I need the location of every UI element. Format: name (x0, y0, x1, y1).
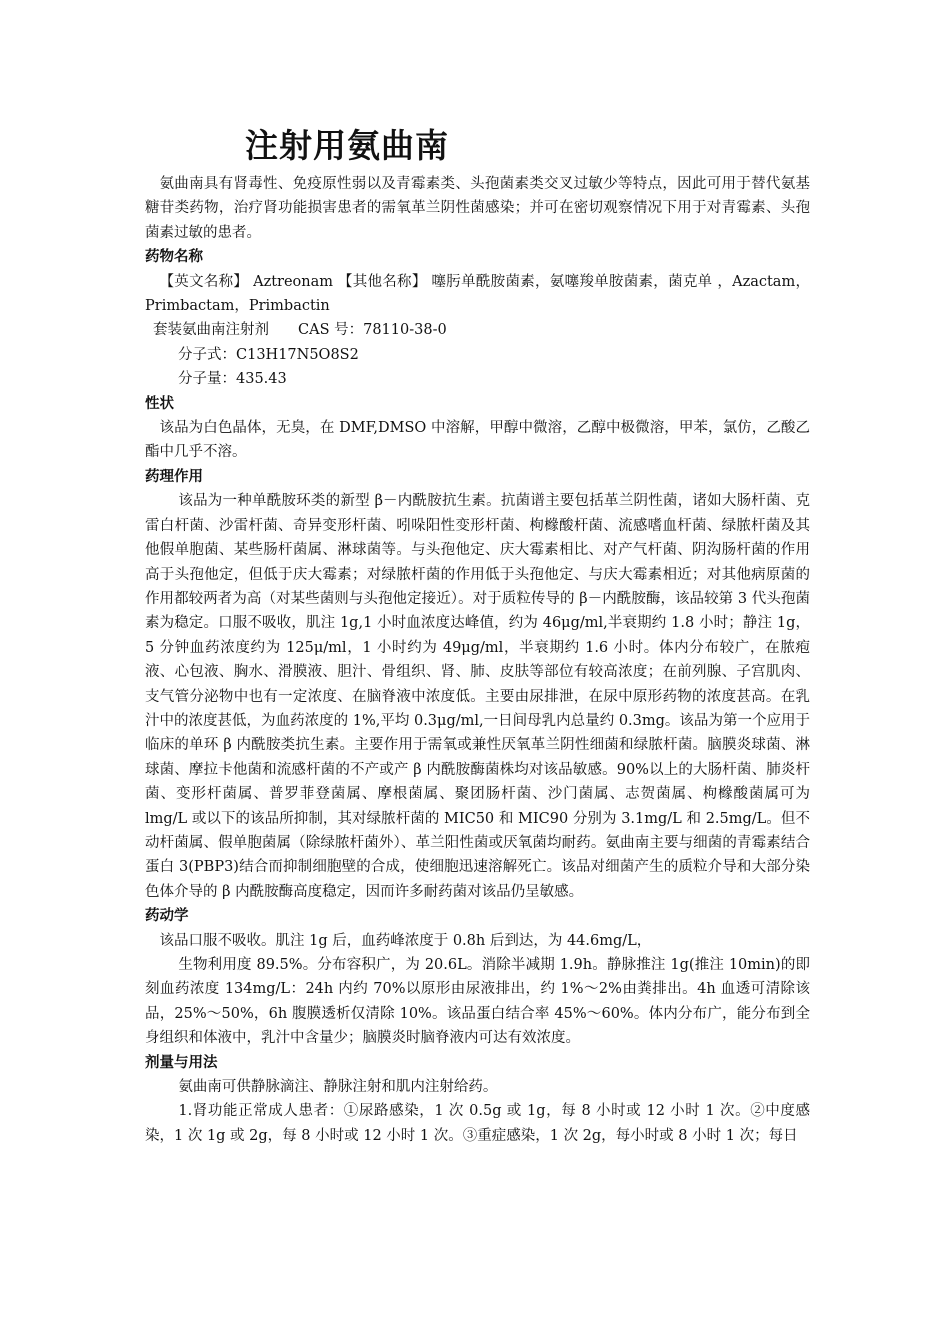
dosage-line-1: 氨曲南可供静脉滴注、静脉注射和肌内注射给药。 (178, 1079, 498, 1096)
names-line: 【英文名称】 Aztreonam 【其他名称】 噻肟单酰胺菌素，氨噻羧单胺菌素，菌克单 ，Azactam，Primbactam，Primbactin (145, 273, 810, 315)
document-page (145, 120, 810, 1148)
intro-paragraph: 氨曲南具有肾毒性、免疫原性弱以及青霉素类、头孢菌素类交叉过敏少等特点，因此可用于替代氨基糖苷类药物，治疗肾功能损害患者的需氧革兰阴性菌感染；并可在密切观察情况下用于对青霉素、头孢菌素过敏的患者。 (145, 176, 810, 241)
molecular-formula: 分子式：C13H17N5O8S2 (178, 346, 359, 363)
section-heading-dosage: 剂量与用法 (145, 1054, 218, 1071)
section-heading-pharmacokinetics: 药动学 (145, 908, 189, 925)
package-cas-line: 套装氨曲南注射剂 CAS 号：78110-38-0 (153, 322, 447, 339)
document-title: 注射用氨曲南 (245, 126, 449, 165)
molecular-weight: 分子量：435.43 (178, 371, 287, 388)
properties-paragraph: 该品为白色晶体，无臭，在 DMF,DMSO 中溶解，甲醇中微溶，乙醇中极微溶，甲苯，氯仿，乙酸乙酯中几乎不溶。 (145, 420, 810, 461)
dosage-paragraph: 1.肾功能正常成人患者：①尿路感染，1 次 0.5g 或 1g，每 8 小时或 12 小时 1 次。②中度感染，1 次 1g 或 2g，每 8 小时或 12 小时 1 次。③重症感染，1 次 2g，每小时或 8 小时 1 次；每日 (145, 1103, 810, 1144)
pharmacology-paragraph: 该品为一种单酰胺环类的新型 β－内酰胺抗生素。抗菌谱主要包括革兰阴性菌，诸如大肠杆菌、克雷白杆菌、沙雷杆菌、奇异变形杆菌、吲哚阳性变形杆菌、枸橼酸杆菌、流感嗜血杆菌、绿脓杆菌及其他假单胞菌、某些肠杆菌属、淋球菌等。与头孢他定、庆大霉素相比、对产气杆菌、阴沟肠杆菌的作用高于头孢他定，但低于庆大霉素；对绿脓杆菌的作用低于头孢他定、与庆大霉素相近；对其他病原菌的作用都较两者为高（对某些菌则与头孢他定接近）。对于质粒传导的 β－内酰胺酶，该品较第 3 代头孢菌素为稳定。口服不吸收，肌注 1g,1 小时血浓度达峰值，约为 46μg/ml,半衰期约 1.8 小时；静注 1g，5 分钟血药浓度约为 125μ/ml，1 小时约为 49μg/ml，半衰期约 1.6 小时。体内分布较广，在脓疱液、心包液、胸水、滑膜液、胆汁、骨组织、肾、肺、皮肤等部位有较高浓度；在前列腺、子宫肌肉、支气管分泌物中也有一定浓度、在脑脊液中浓度低。主要由尿排泄，在尿中原形药物的浓度甚高。在乳汁中的浓度甚低，为血药浓度的 1%,平均 0.3μg/ml,一日间母乳内总量约 0.3mg。该品为第一个应用于临床的单环 β 内酰胺类抗生素。主要作用于需氧或兼性厌氧革兰阴性细菌和绿脓杆菌。脑膜炎球菌、淋球菌、摩拉卡他菌和流感杆菌的不产或产 β 内酰胺酶菌株均对该品敏感。90%以上的大肠杆菌、肺炎杆菌、变形杆菌属、普罗菲登菌属、摩根菌属、聚团肠杆菌、沙门菌属、志贺菌属、枸橼酸菌属可为 lmg/L 或以下的该品所抑制，其对绿脓杆菌的 MIC50 和 MIC90 分别为 3.1mg/L 和 2.5mg/L。但不动杆菌属、假单胞菌属（除绿脓杆菌外）、革兰阳性菌或厌氧菌均耐药。氨曲南主要与细菌的青霉素结合蛋白 3(PBP3)结合而抑制细胞壁的合成，使细胞迅速溶解死亡。该品对细菌产生的质粒介导和大部分染色体介导的 β 内酰胺酶高度稳定，因而许多耐药菌对该品仍呈敏感。 (145, 493, 810, 900)
pharmacokinetics-line-1: 该品口服不吸收。肌注 1g 后，血药峰浓度于 0.8h 后到达，为 44.6mg/L， (159, 932, 652, 949)
section-heading-pharmacology: 药理作用 (145, 468, 203, 485)
section-heading-properties: 性状 (145, 395, 174, 412)
pharmacokinetics-paragraph: 生物利用度 89.5%。分布容积广，为 20.6L。消除半减期 1.9h。静脉推注 1g(推注 10min)的即刻血药浓度 134mg/L：24h 内约 70%以原形由尿液排出，约 1%～2%由粪排出。4h 血透可清除该品，25%～50%，6h 腹膜透析仅清除 10%。该品蛋白结合率 45%～60%。体内分布广，能分布到全身组织和体液中，乳汁中含量少；脑膜炎时脑脊液内可达有效浓度。 (145, 957, 810, 1047)
section-heading-names: 药物名称 (145, 249, 203, 266)
